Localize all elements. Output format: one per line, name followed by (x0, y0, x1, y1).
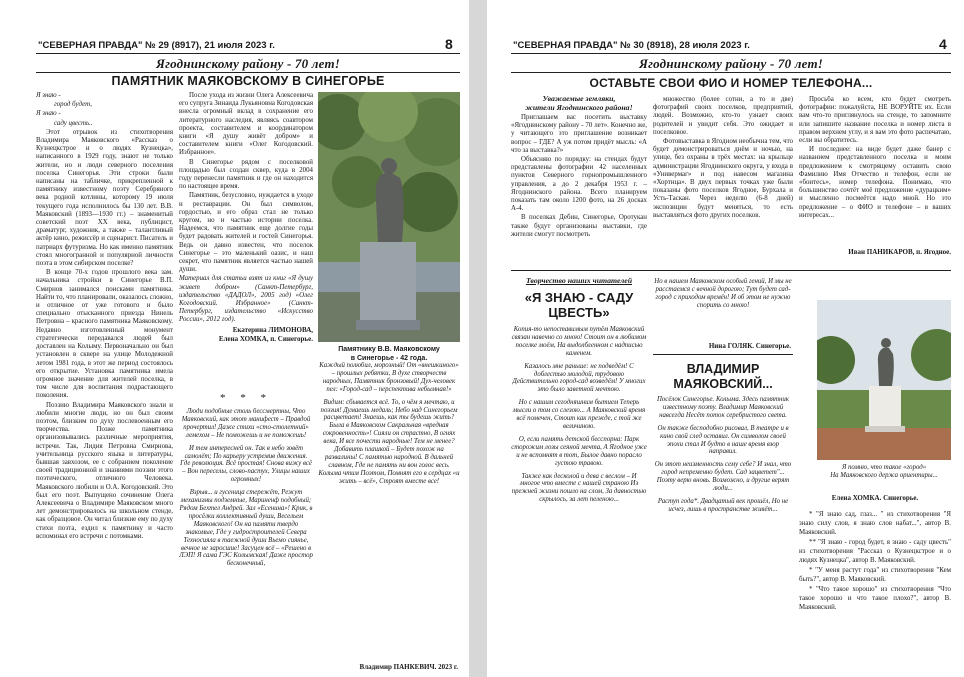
paragraph: Просьба ко всем, кто будет смотреть фотографии: пожалуйста, НЕ ВОРУЙТЕ их. Если вам что-то приглянулось на стенде, то запомните или запишите название поселка и номер листа в правом верхнем углу, и я вам это фото распечатаю, если вы обратитесь. (799, 96, 951, 145)
paragraph: Поэзию Владимира Маяковского знали и любили многие люди, но он был своим поэтом, близким по духу послевоенным его творчества. Позже памятника организовывались различные мероприятия, встречи. Так, Лидия Петровна Смирнова, учительница русского языка и литературы, бывшая завхозом, ее с собранием поколение своей традиционной и знаниями поэзии этого поэтического, отличного Человека. Маяковского любили и О.А. Когодовский. Это был его поэт. Выпущено сочинение Олега Алексеевича о Владимире Маяковском много лет демонстрировалось на школьном стенде, как образцовое. Он читал близкие ему по духу стихи поэта, ездил к памятнику и часто вспоминал его встречи с потомками. (36, 401, 173, 540)
rubric: Ягоднинскому району - 70 лет! (638, 56, 824, 71)
footnote: * "Я знаю сад, глаз... " из стихотворения "Я знаю силу слов, я знаю слов набат...", автор В. Маяковский. (799, 511, 951, 536)
poem-title: «Я ЗНАЮ - САДУ ЦВЕСТЬ» (524, 290, 634, 320)
epigraph-line: город будет, (54, 101, 92, 109)
monument-photo (318, 92, 460, 342)
page-header: "СЕВЕРНАЯ ПРАВДА" № 30 (8918), 28 июля 2023 г. (513, 40, 750, 51)
article-column-1 (36, 92, 173, 672)
article-headline: ОСТАВЬТЕ СВОИ ФИО И НОМЕР ТЕЛЕФОНА... (589, 76, 873, 90)
section-label: Творчество наших читателей (525, 276, 633, 285)
paragraph: После ухода из жизни Олега Алексеевича его супруга Зинаида Лукьяновна Когодовская внесла огромный вклад в сохранение его литературного наследия, являясь соавтором проекта, составителем и координатором книги «Я душу живёт добром» и составителем книги «Олег Когодовский. Избранное». (179, 92, 313, 157)
author-signature: Елена ХОМКА, п. Синегорье. (218, 334, 313, 343)
paragraph: В конце 70-х годов прошлого века зам. начальника стройки в Синегорье В.П. Смирнов занимался поисками памятника. Найти то, что планировали, оказалось сложно, и отличное от уже готового и было специально отысканного приезда Нинель Петровна – красного памятника Маяковскому. Недавно изготовленный монумент стратегически передавался людей был доставлен на Колыму. Первоначально он был установлен в сквере на улице Молодежной летом 1981 года, в этот же период состоялось его открытие. Установка памятника имела огромное значение для жителей поселка, в том числе для воспитания подрастающего поколения. (36, 269, 173, 400)
poem-stanza: Но в нашем Маяковском особый гений, И мы не расстаемся с вечной дорогою; Тут будет сад-город с приходом времён! И об этом не нужно спорить со мною! (654, 278, 792, 309)
footnotes (799, 510, 951, 672)
announcement-column-2 (653, 96, 793, 264)
footnote: * "У меня растут года" из стихотворения "Кем быть?", автор В. Маяковский. (799, 567, 951, 583)
poem-stanza: Взрыв... и гусеница стережёт, Режут механизмы подземные, Мариненф подобный; Рядом Бехтел Андрей. Зал «Есенина»! Крик, в просёлки коллективный души, Весельем Маяковского! Он на памяти твердо знакомые, Где у гидростроителей Севера Техносияла в таежной души Вьемо сиянье, вечное не заросшие! Засуцен всё – «Решено в ЛЭП! Я сама ГЭС Колымская! Даже простор бесконечный, (179, 489, 313, 568)
poem-stanza: Раступ года*. Двадцатый век прошёл, Но не исчез, лишь в пространстве живёт... (657, 497, 789, 513)
rubric-rule (36, 72, 460, 73)
page-gutter (469, 0, 487, 677)
article-headline: ПАМЯТНИК МАЯКОВСКОМУ В СИНЕГОРЬЕ (111, 74, 385, 88)
source-note: Материал для статьи взят из книг «Я душу живет добром» (Санкт-Петербург, издательство «ДАДОЛ», 2005 год) «Олег Когодовский. Избранное» (Санкт-Петербург, издательство «Искусство России», 2012 год). (179, 275, 313, 324)
photo-caption-line: в Синегорье - 42 года. (350, 354, 428, 362)
poem-signature: Нина ГОЛЯК. Синегорье. (708, 342, 791, 350)
poem-stanza: Люди подобные столь бессмертны, Что Маяковский, как этот манифест – Правдой прочертил! Даже стихи «сто-столетний» лемехом – Не поможешь и не поможешь! (181, 408, 311, 439)
section-rule (653, 354, 793, 355)
poem-stanza: Но с нашим сегодняшним бытием Теперь мысли о том со слезою... А Маяковский время всё помечен, Стоит как прежде, с той же величиною. (512, 399, 646, 430)
greeting-line: жители Ягоднинского района! (525, 103, 633, 112)
poem-column-3 (653, 396, 793, 672)
poem-stanza: Копия-то непоставимым путём Маяковский связан навечно со мною! Стоит он в любимом поселке моём, На выдолбленном с надписью каменем. (511, 326, 647, 357)
poem-signature: Владимир ПАНКЕВИЧ. 2023 г. (359, 663, 458, 671)
paragraph: Этот отрывок из стихотворения Владимира Маяковского «Рассказ о Кузнецкстрое и о людях Кузнецка», написанного в 1929 году, знают не только жители, но и люди северного поселения поселка Синегорья. Эти строки были написаны на табличке, прикрепленной к памятнику известному поэту Серебряного века родной котлины, которому 19 июля текущего года исполнилось бы 130 лет. В.В. Маяковский (1893—1930 гг.) – знаменитый советский поэт XX века, публицист, драматург, художник, а также – талантливый актёр кино, режиссёр и сценарист. Писатель и патриарх футуризма. Но как именно памятник стоял многогранной и популярной личности поэта в этом сибирском поселке? (36, 128, 173, 268)
poem-stanza: Видим: сбывается всё. То, о чём я мечтаю, и поэзия! Думаешь медаль; Небо над Синегорьем расцветает! Знаешь, как ты будешь жить? Была в Маяковском Сакральная «вредная сокровенность»! Сияли он страстно, В огнях века, И все почести народные! Тем не менее? Добавить плашкой – Будет похож на развалины! С памятью народной. В дальней славном, Где не память ни вон голос весь. Колыма чтим Поэтом, Помнят его в сердцах «и жить – всё», Строят вместе все! (318, 398, 460, 485)
author-signature: Иван ПАНИКАРОВ, п. Ягодное. (848, 248, 951, 256)
photo-caption (318, 346, 460, 363)
poem-left-column (179, 408, 313, 672)
greeting (511, 94, 647, 112)
poem-right-column (318, 362, 460, 662)
paragraph: Фотовыставка в Ягодном необычна тем, что будет демонстрироваться днём и ночью, на улице, без охраны в трёх местах: на крыльце администрации Ягоднинского округа, у входа в «Универмаг» и под навесом магазина «Хортица». В двух первых точках уже были показаны фото поселков Ягодное, Бурхала и Усть-Таскан. Через неделю (6-8 дней) экспозиции будут меняться, то есть выставляться фото других поселков. (653, 138, 793, 219)
paragraph: Памятник, безусловно, нуждается в уходе и реставрации. Он был символом, гордостью, и его образ стал не только кругом, но и частью истории поселка. Надеемся, что памятник еще долгие годы будет радовать жителей и гостей Синегорья. Ведь он давно известен, что поселок Синегорье – это маленький оазис, и наш секрет, что памятник является частью нашей души. (179, 192, 313, 274)
poem-stanza: Также как десколой и дева с веслом – И многое что вместе с нашей страною Из прежней жизни пошло на слом, За давностью скрылось, за лет пеленою... (511, 472, 647, 504)
newspaper-page-right (487, 0, 964, 677)
epigraph-line: Я знаю - (36, 92, 61, 99)
poem-stanza: Посёлок Синегорье. Колыма. Здесь памятник известному поэту. Владимир Маяковский навсегда Несёт поток серебристого света. (657, 396, 789, 419)
monument-photo-image (318, 92, 460, 342)
epigraph-line: Я знаю - (36, 110, 61, 118)
section-divider-stars: * * * (220, 392, 272, 404)
greeting-line: Уважаемые земляки, (542, 94, 616, 103)
poem-column-2 (653, 278, 793, 338)
poem-stanza: Он этот неизменность сему себе? И знал, что город непременно будет. Сад зацветет"... Поэту верю вновь. Возможно, и другие верят люди... (654, 461, 792, 493)
photo-caption-line: Я помню, что такое «город» (841, 464, 927, 471)
header-rule (36, 53, 460, 54)
footnote: * "Что такое хорошо" из стихотворения "Что такое хорошо и что такое плохо?", автор В. Маяковский. (799, 586, 951, 611)
paragraph: множество (более сотни, а то и две) фотографий своих поселков, предприятий, людей. Возможно, кто-то узнает своих родителей и увидит себя. Это ожидает и поселковое. (653, 96, 793, 136)
paragraph: В поселках Дебин, Синегорье, Оротукан также будут организованы выставки, где жители смогут посмотреть (511, 214, 647, 238)
newspaper-page-left (0, 0, 469, 677)
monument-photo-2-image (817, 300, 951, 460)
monument-photo-2 (817, 300, 951, 460)
footnote: ** "Я знаю - город будет, я знаю - саду цвесть" из стихотворения "Рассказ о Кузнецкстрое и о людях Кузнецка", автор В. Маяковский. (799, 539, 951, 564)
photo-caption-line: На Маяковского держа ориентиры... (830, 471, 938, 479)
section-rule (511, 270, 951, 271)
page-number: 8 (445, 36, 453, 52)
page-number: 4 (939, 36, 947, 52)
author-signature: Екатерина ЛИМОНОВА, (232, 325, 313, 334)
poem-stanza: Казалось мне раньше: не подведём! С доблестью молодой, трудовою Действительно город-сад возведём! У многих это было заветной мечтою. (512, 362, 646, 394)
page-header: "СЕВЕРНАЯ ПРАВДА" № 29 (8917), 21 июля 2023 г. (38, 40, 275, 51)
poem-stanza: И тем интересней он. Так в небо зовёт самолёт; По карьеру устремив движения. Где революция. Всё простая! Снова вижу всё – Вон переселы, слово-пастух, Улицы наших огромных! (180, 444, 312, 484)
header-rule (511, 53, 951, 54)
epigraph-line: саду цвесть.. (54, 119, 93, 127)
paragraph: В Синегорье рядом с поселковой площадью был создан сквер, куда в 2004 году перенесли памятник и где он находится по настоящее время. (179, 158, 313, 191)
article-column-2 (179, 92, 313, 392)
rubric-rule (511, 72, 951, 73)
photo-caption-line: Памятнику В.В. Маяковскому (338, 346, 440, 353)
paragraph: Приглашаем вас посетить выставку «Ягоднинскому району - 70 лет». Конечно же, у читающего это приглашение возникает вопрос – ГДЕ? А уж потом придёт мысль: «А что за выставка?» (511, 114, 647, 154)
poem-title: ВЛАДИМИР МАЯКОВСКИЙ... (673, 362, 773, 391)
paragraph: Объясняю по порядку: на стендах будут представлены фотографии 42 населенных пунктов Северного горнопромышленного управления, а до 2 декабря 1953 г. – Ягоднинского района. Всего планируем показать там около 1200 фото, на 26 досках А-4. (511, 156, 647, 213)
photo-2-caption (813, 464, 955, 488)
poem-stanza: О, если память детской бесспорна: Парк сторожим лозы сеяной мечта, А Ягодное уже и не вспомнят в тот, Былое давно порасло густою травою. (511, 435, 647, 467)
rubric: Ягоднинскому району - 70 лет! (155, 56, 341, 71)
paragraph: И последнее: на виде будет даже банер с названием представленного поселка и моим предложением к смотрящему оставить свою Фамилию Имя Отчество и телефон, если не «боитесь», номер телефона. Понимаю, что большинство сочтёт моё предложение «дурацким» и мысленно посмеётся надо мной. Но это предложение – о ФИО и телефоне – в ваших интересах... (799, 146, 951, 219)
poem-stanza: Каждый полюбил, морозный! От «внешкиного» – прошлых ребятки, В духе створчеств народных, Памятник бронзовый! Дух-человек пел: «Город-сад – перспектива небымная!» (319, 362, 459, 393)
announcement-column-3 (799, 96, 951, 246)
poem-column-1 (511, 326, 647, 672)
photo-2-signature: Елена ХОМКА. Синегорье. (831, 494, 919, 502)
announcement-column-1 (511, 114, 647, 264)
poem-stanza: Он также бесподобно рисовал, В театре и в кино свой след оставил. Он символом своей эпохи стал И будто в наше время взор направил. (657, 424, 789, 456)
